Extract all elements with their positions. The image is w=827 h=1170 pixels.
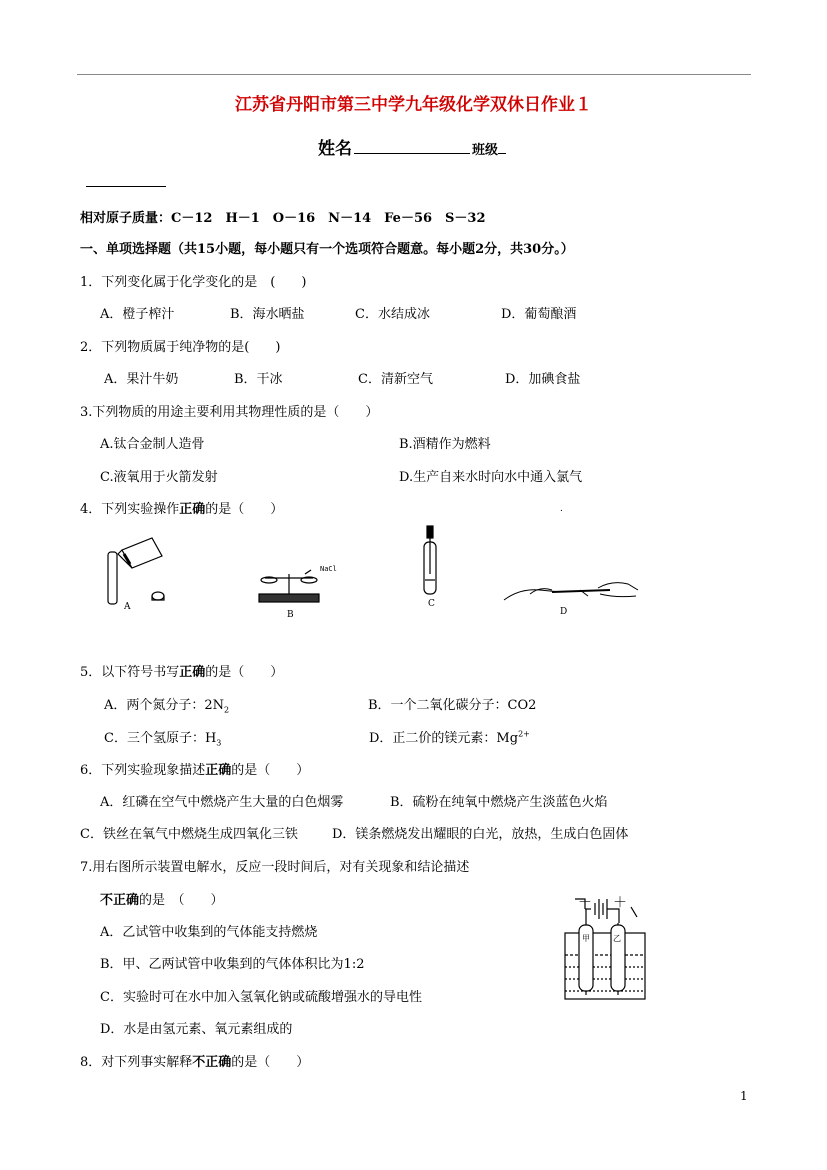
q5-stem	[80, 661, 283, 680]
q4-label-a: A	[124, 602, 131, 612]
q6-stem-tail: 的是（ ）	[231, 763, 310, 778]
q3-option-a[interactable]: A.钛合金制人造骨	[100, 437, 205, 452]
q4-label-d: D	[560, 607, 568, 617]
q3-option-c[interactable]: C.液氧用于火箭发射	[100, 470, 218, 485]
class-label: 班级	[472, 143, 499, 158]
q5-option-d-text: D．正二价的镁元素：Mg	[369, 731, 519, 746]
q7-option-a[interactable]: A．乙试管中收集到的气体能支持燃烧	[100, 925, 318, 940]
page-number: 1	[740, 1089, 748, 1103]
q6-option-d[interactable]: D．镁条燃烧发出耀眼的白光，放热，生成白色固体	[332, 827, 629, 842]
q5-option-d[interactable]	[369, 727, 530, 746]
q8-stem-emphasis: 不正确	[192, 1055, 232, 1070]
q7-tube-yi-label: 乙	[613, 934, 621, 943]
q5-option-c[interactable]	[104, 727, 221, 748]
q5-option-c-subscript: 3	[216, 738, 222, 748]
q7-minus-terminal: －	[578, 895, 592, 911]
q2-option-b[interactable]: B．干冰	[234, 372, 283, 387]
q3-stem: 3.下列物质的用途主要利用其物理性质的是（ ）	[80, 405, 379, 420]
q7-tube-jia-label: 甲	[582, 934, 590, 943]
q7-plus-terminal: ＋	[613, 895, 627, 911]
q7-electrolysis-apparatus-icon	[555, 895, 655, 1005]
atomic-mass-line: 相对原子质量：C－12 H－1 O－16 N－14 Fe－56 S－32	[80, 211, 486, 226]
q4-label-b: B	[287, 610, 294, 620]
q1-option-b[interactable]: B．海水晒盐	[230, 307, 305, 322]
q5-option-b[interactable]: B．一个二氧化碳分子：CO2	[368, 698, 537, 713]
q1-option-c[interactable]: C．水结成冰	[355, 307, 430, 322]
q6-option-b[interactable]: B．硫粉在纯氧中燃烧产生淡蓝色火焰	[390, 795, 608, 810]
q1-stem: 1．下列变化属于化学变化的是 ( )	[80, 275, 307, 290]
q2-option-c[interactable]: C．清新空气	[358, 372, 433, 387]
q4-stem-tail: 的是（ ）	[205, 502, 284, 517]
q6-option-a[interactable]: A．红磷在空气中燃烧产生大量的白色烟雾	[100, 795, 344, 810]
q4-image-a-pouring-liquid-icon[interactable]	[100, 530, 180, 622]
q5-stem-text: 5．以下符号书写	[80, 665, 180, 680]
q2-option-a[interactable]: A．果汁牛奶	[104, 372, 179, 387]
header-rule	[77, 74, 751, 75]
class-blank-continued	[86, 186, 166, 187]
q2-option-d[interactable]: D．加碘食盐	[505, 372, 581, 387]
q1-option-d[interactable]: D．葡萄酿酒	[501, 307, 577, 322]
q4-nacl-label: NaCl	[320, 565, 337, 573]
q1-option-a[interactable]: A．橙子榨汁	[100, 307, 175, 322]
q5-option-a-text: A．两个氮分子：2N	[104, 698, 225, 713]
q4-stem	[80, 498, 283, 517]
q4-stem-emphasis: 正确	[179, 502, 206, 517]
q6-stem	[80, 759, 309, 778]
section-heading: 一、单项选择题（共15小题，每小题只有一个选项符合题意。每小题2分，共30分。）	[80, 242, 574, 257]
q4-image-c-dropper-icon[interactable]	[418, 524, 448, 600]
q4-label-c: C	[428, 599, 435, 609]
q4-stem-text: 4．下列实验操作	[80, 502, 180, 517]
q7-option-c[interactable]: C．实验时可在水中加入氢氧化钠或硫酸增强水的导电性	[100, 990, 422, 1005]
q4-image-d-hand-heating-icon[interactable]	[500, 570, 640, 610]
q7-stem-emphasis: 不正确	[100, 893, 140, 908]
q6-stem-text: 6．下列实验现象描述	[80, 763, 206, 778]
name-label: 姓名	[318, 139, 352, 159]
q6-option-c[interactable]: C．铁丝在氧气中燃烧生成四氧化三铁	[80, 827, 298, 842]
q7-option-d[interactable]: D．水是由氢元素、氧元素组成的	[100, 1022, 293, 1037]
q5-option-d-superscript: 2+	[518, 729, 530, 739]
q6-stem-emphasis: 正确	[205, 763, 232, 778]
q5-stem-emphasis: 正确	[179, 665, 206, 680]
q8-stem	[80, 1051, 309, 1070]
name-blank[interactable]	[354, 137, 470, 154]
name-class-line	[318, 134, 506, 159]
q8-stem-text: 8．对下列事实解释	[80, 1055, 193, 1070]
q7-stem-line2	[100, 889, 224, 908]
q3-option-d[interactable]: D.生产自来水时向水中通入氯气	[399, 470, 583, 485]
q5-option-c-text: C．三个氢原子：H	[104, 731, 217, 746]
q7-stem: 7.用右图所示装置电解水，反应一段时间后，对有关现象和结论描述	[80, 860, 470, 875]
q3-option-b[interactable]: B.酒精作为燃料	[399, 437, 491, 452]
q5-stem-tail: 的是（ ）	[205, 665, 284, 680]
q7-stem-tail: 的是 （ ）	[139, 893, 224, 908]
class-blank[interactable]	[498, 139, 506, 154]
q8-stem-tail: 的是（ ）	[231, 1055, 310, 1070]
q2-stem: 2．下列物质属于纯净物的是( )	[80, 340, 281, 355]
q5-option-a[interactable]	[104, 694, 229, 715]
q7-option-b[interactable]: B．甲、乙两试管中收集到的气体体积比为1:2	[100, 957, 365, 972]
q5-option-a-subscript: 2	[224, 705, 230, 715]
document-title: 江苏省丹阳市第三中学九年级化学双休日作业１	[235, 95, 592, 115]
q4-stray-dot: .	[560, 504, 563, 514]
